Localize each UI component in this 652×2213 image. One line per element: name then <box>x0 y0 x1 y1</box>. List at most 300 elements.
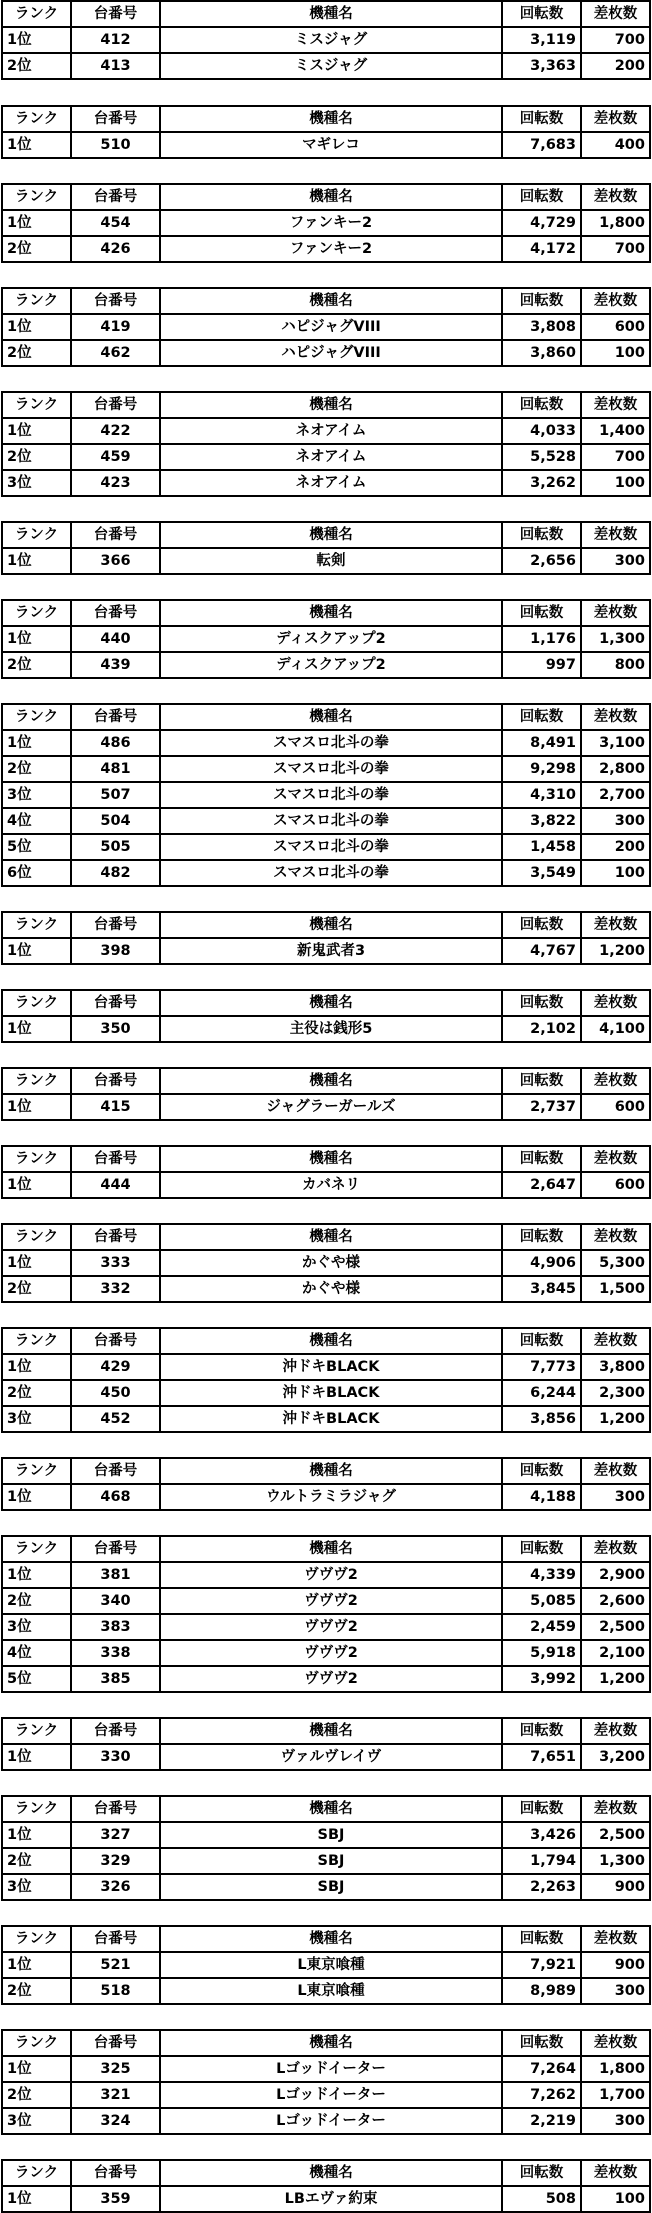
table-row <box>2 418 650 444</box>
spins-cell: 1,458 <box>502 834 581 860</box>
ranking-table <box>1 287 651 367</box>
table-row <box>2 1614 650 1640</box>
header-model: 機種名 <box>160 1536 502 1562</box>
diff-cell: 300 <box>581 1484 650 1510</box>
machine-no-cell: 325 <box>71 2056 160 2082</box>
rank-cell: 1位 <box>2 132 71 158</box>
spins-cell: 3,549 <box>502 860 581 886</box>
diff-cell: 600 <box>581 1094 650 1120</box>
spins-cell: 4,172 <box>502 236 581 262</box>
table-row <box>2 756 650 782</box>
machine-no-cell: 324 <box>71 2108 160 2134</box>
model-cell: ヴヴヴ2 <box>160 1640 502 1666</box>
header-machine-no: 台番号 <box>71 106 160 132</box>
table-row <box>2 860 650 886</box>
model-cell: ヴヴヴ2 <box>160 1666 502 1692</box>
ranking-table <box>1 1925 651 2005</box>
rank-cell: 1位 <box>2 1744 71 1770</box>
header-rank: ランク <box>2 392 71 418</box>
rank-cell: 1位 <box>2 210 71 236</box>
table-row <box>2 1744 650 1770</box>
model-cell: ネオアイム <box>160 418 502 444</box>
header-model: 機種名 <box>160 1718 502 1744</box>
rank-cell: 2位 <box>2 53 71 79</box>
header-model: 機種名 <box>160 1146 502 1172</box>
machine-no-cell: 505 <box>71 834 160 860</box>
header-machine-no: 台番号 <box>71 1 160 27</box>
header-diff: 差枚数 <box>581 522 650 548</box>
table-row <box>2 236 650 262</box>
table-row <box>2 1874 650 1900</box>
diff-cell: 600 <box>581 314 650 340</box>
header-diff: 差枚数 <box>581 1146 650 1172</box>
spins-cell: 2,737 <box>502 1094 581 1120</box>
machine-no-cell: 518 <box>71 1978 160 2004</box>
spins-cell: 3,845 <box>502 1276 581 1302</box>
machine-no-cell: 423 <box>71 470 160 496</box>
rank-cell: 1位 <box>2 1094 71 1120</box>
header-rank: ランク <box>2 1718 71 1744</box>
header-model: 機種名 <box>160 1 502 27</box>
diff-cell: 3,800 <box>581 1354 650 1380</box>
table-row <box>2 548 650 574</box>
model-cell: マギレコ <box>160 132 502 158</box>
machine-no-cell: 338 <box>71 1640 160 1666</box>
header-machine-no: 台番号 <box>71 2030 160 2056</box>
machine-no-cell: 419 <box>71 314 160 340</box>
rank-cell: 2位 <box>2 652 71 678</box>
table-row <box>2 1562 650 1588</box>
header-rank: ランク <box>2 522 71 548</box>
spins-cell: 508 <box>502 2186 581 2212</box>
rank-cell: 3位 <box>2 1406 71 1432</box>
model-cell: スマスロ北斗の拳 <box>160 782 502 808</box>
machine-no-cell: 333 <box>71 1250 160 1276</box>
machine-no-cell: 521 <box>71 1952 160 1978</box>
table-row <box>2 2082 650 2108</box>
table-row <box>2 1640 650 1666</box>
diff-cell: 100 <box>581 470 650 496</box>
rank-cell: 3位 <box>2 1874 71 1900</box>
rank-cell: 5位 <box>2 1666 71 1692</box>
diff-cell: 700 <box>581 236 650 262</box>
spins-cell: 1,794 <box>502 1848 581 1874</box>
spins-cell: 7,921 <box>502 1952 581 1978</box>
header-diff: 差枚数 <box>581 1796 650 1822</box>
table-row <box>2 1666 650 1692</box>
rank-cell: 1位 <box>2 1172 71 1198</box>
diff-cell: 2,700 <box>581 782 650 808</box>
header-diff: 差枚数 <box>581 1224 650 1250</box>
spins-cell: 3,808 <box>502 314 581 340</box>
ranking-table <box>1 1717 651 1771</box>
table-header-row <box>2 1 650 27</box>
machine-no-cell: 444 <box>71 1172 160 1198</box>
machine-no-cell: 422 <box>71 418 160 444</box>
diff-cell: 4,100 <box>581 1016 650 1042</box>
header-spins: 回転数 <box>502 2160 581 2186</box>
rank-cell: 1位 <box>2 1822 71 1848</box>
machine-no-cell: 481 <box>71 756 160 782</box>
rank-cell: 1位 <box>2 1952 71 1978</box>
header-machine-no: 台番号 <box>71 990 160 1016</box>
ranking-table <box>1 183 651 263</box>
model-cell: スマスロ北斗の拳 <box>160 730 502 756</box>
header-spins: 回転数 <box>502 1328 581 1354</box>
model-cell: スマスロ北斗の拳 <box>160 808 502 834</box>
rank-cell: 3位 <box>2 470 71 496</box>
header-model: 機種名 <box>160 1796 502 1822</box>
spins-cell: 4,310 <box>502 782 581 808</box>
table-row <box>2 1094 650 1120</box>
header-machine-no: 台番号 <box>71 1328 160 1354</box>
spins-cell: 2,459 <box>502 1614 581 1640</box>
model-cell: 転剣 <box>160 548 502 574</box>
header-model: 機種名 <box>160 2030 502 2056</box>
ranking-table <box>1 521 651 575</box>
header-model: 機種名 <box>160 990 502 1016</box>
machine-no-cell: 381 <box>71 1562 160 1588</box>
table-header-row <box>2 2160 650 2186</box>
header-diff: 差枚数 <box>581 1536 650 1562</box>
table-row <box>2 1484 650 1510</box>
table-row <box>2 782 650 808</box>
table-row <box>2 626 650 652</box>
table-row <box>2 2186 650 2212</box>
header-rank: ランク <box>2 1328 71 1354</box>
table-header-row <box>2 2030 650 2056</box>
model-cell: ジャグラーガールズ <box>160 1094 502 1120</box>
diff-cell: 800 <box>581 652 650 678</box>
header-spins: 回転数 <box>502 2030 581 2056</box>
spins-cell: 5,085 <box>502 1588 581 1614</box>
header-model: 機種名 <box>160 1328 502 1354</box>
rank-cell: 1位 <box>2 626 71 652</box>
header-spins: 回転数 <box>502 1796 581 1822</box>
spins-cell: 7,651 <box>502 1744 581 1770</box>
header-diff: 差枚数 <box>581 1718 650 1744</box>
machine-no-cell: 486 <box>71 730 160 756</box>
header-spins: 回転数 <box>502 1 581 27</box>
header-model: 機種名 <box>160 392 502 418</box>
table-header-row <box>2 1926 650 1952</box>
model-cell: SBJ <box>160 1848 502 1874</box>
table-header-row <box>2 1146 650 1172</box>
header-spins: 回転数 <box>502 392 581 418</box>
spins-cell: 6,244 <box>502 1380 581 1406</box>
rank-cell: 1位 <box>2 418 71 444</box>
header-model: 機種名 <box>160 1926 502 1952</box>
header-rank: ランク <box>2 184 71 210</box>
rank-cell: 1位 <box>2 2056 71 2082</box>
rank-cell: 2位 <box>2 1588 71 1614</box>
header-machine-no: 台番号 <box>71 704 160 730</box>
diff-cell: 1,800 <box>581 210 650 236</box>
model-cell: 新鬼武者3 <box>160 938 502 964</box>
table-row <box>2 470 650 496</box>
header-machine-no: 台番号 <box>71 600 160 626</box>
machine-no-cell: 330 <box>71 1744 160 1770</box>
header-model: 機種名 <box>160 2160 502 2186</box>
rank-cell: 2位 <box>2 340 71 366</box>
spins-cell: 7,264 <box>502 2056 581 2082</box>
diff-cell: 1,700 <box>581 2082 650 2108</box>
header-spins: 回転数 <box>502 1146 581 1172</box>
machine-no-cell: 507 <box>71 782 160 808</box>
spins-cell: 3,262 <box>502 470 581 496</box>
header-model: 機種名 <box>160 522 502 548</box>
ranking-table <box>1 2159 651 2213</box>
model-cell: ネオアイム <box>160 470 502 496</box>
table-header-row <box>2 106 650 132</box>
table-header-row <box>2 1458 650 1484</box>
diff-cell: 300 <box>581 548 650 574</box>
model-cell: ウルトラミラジャグ <box>160 1484 502 1510</box>
model-cell: Lゴッドイーター <box>160 2056 502 2082</box>
header-rank: ランク <box>2 1224 71 1250</box>
spins-cell: 997 <box>502 652 581 678</box>
header-rank: ランク <box>2 600 71 626</box>
diff-cell: 2,300 <box>581 1380 650 1406</box>
rank-cell: 2位 <box>2 756 71 782</box>
diff-cell: 200 <box>581 53 650 79</box>
model-cell: ミスジャグ <box>160 53 502 79</box>
rank-cell: 4位 <box>2 808 71 834</box>
header-rank: ランク <box>2 912 71 938</box>
header-machine-no: 台番号 <box>71 1458 160 1484</box>
spins-cell: 2,219 <box>502 2108 581 2134</box>
machine-no-cell: 426 <box>71 236 160 262</box>
rank-cell: 1位 <box>2 1484 71 1510</box>
model-cell: LBエヴァ約束 <box>160 2186 502 2212</box>
rank-cell: 3位 <box>2 782 71 808</box>
spins-cell: 4,033 <box>502 418 581 444</box>
header-diff: 差枚数 <box>581 2030 650 2056</box>
header-model: 機種名 <box>160 288 502 314</box>
diff-cell: 1,800 <box>581 2056 650 2082</box>
table-row <box>2 2108 650 2134</box>
table-row <box>2 210 650 236</box>
spins-cell: 3,822 <box>502 808 581 834</box>
rank-cell: 5位 <box>2 834 71 860</box>
header-spins: 回転数 <box>502 1718 581 1744</box>
header-rank: ランク <box>2 1536 71 1562</box>
table-row <box>2 2056 650 2082</box>
header-spins: 回転数 <box>502 704 581 730</box>
header-rank: ランク <box>2 1 71 27</box>
header-spins: 回転数 <box>502 522 581 548</box>
diff-cell: 3,100 <box>581 730 650 756</box>
ranking-table <box>1 105 651 159</box>
ranking-table <box>1 599 651 679</box>
model-cell: ヴァルヴレイヴ <box>160 1744 502 1770</box>
diff-cell: 2,600 <box>581 1588 650 1614</box>
rank-cell: 2位 <box>2 444 71 470</box>
machine-no-cell: 385 <box>71 1666 160 1692</box>
table-row <box>2 314 650 340</box>
diff-cell: 2,800 <box>581 756 650 782</box>
spins-cell: 7,262 <box>502 2082 581 2108</box>
header-machine-no: 台番号 <box>71 184 160 210</box>
header-rank: ランク <box>2 1068 71 1094</box>
model-cell: Lゴッドイーター <box>160 2108 502 2134</box>
ranking-table <box>1 1223 651 1303</box>
ranking-table <box>1 1145 651 1199</box>
model-cell: SBJ <box>160 1874 502 1900</box>
table-row <box>2 444 650 470</box>
header-machine-no: 台番号 <box>71 912 160 938</box>
diff-cell: 1,200 <box>581 1406 650 1432</box>
table-row <box>2 808 650 834</box>
header-diff: 差枚数 <box>581 288 650 314</box>
spins-cell: 3,363 <box>502 53 581 79</box>
header-diff: 差枚数 <box>581 912 650 938</box>
machine-no-cell: 332 <box>71 1276 160 1302</box>
model-cell: ファンキー2 <box>160 236 502 262</box>
table-header-row <box>2 392 650 418</box>
spins-cell: 3,860 <box>502 340 581 366</box>
machine-no-cell: 452 <box>71 1406 160 1432</box>
header-rank: ランク <box>2 288 71 314</box>
spins-cell: 4,906 <box>502 1250 581 1276</box>
header-diff: 差枚数 <box>581 1926 650 1952</box>
rank-cell: 1位 <box>2 2186 71 2212</box>
header-machine-no: 台番号 <box>71 2160 160 2186</box>
table-header-row <box>2 1796 650 1822</box>
model-cell: かぐや様 <box>160 1250 502 1276</box>
header-spins: 回転数 <box>502 106 581 132</box>
rank-cell: 1位 <box>2 1250 71 1276</box>
machine-no-cell: 415 <box>71 1094 160 1120</box>
machine-no-cell: 412 <box>71 27 160 53</box>
header-diff: 差枚数 <box>581 1458 650 1484</box>
header-machine-no: 台番号 <box>71 1536 160 1562</box>
spins-cell: 2,656 <box>502 548 581 574</box>
table-row <box>2 1952 650 1978</box>
spins-cell: 1,176 <box>502 626 581 652</box>
header-machine-no: 台番号 <box>71 1796 160 1822</box>
machine-no-cell: 482 <box>71 860 160 886</box>
spins-cell: 5,918 <box>502 1640 581 1666</box>
header-diff: 差枚数 <box>581 184 650 210</box>
table-row <box>2 132 650 158</box>
model-cell: かぐや様 <box>160 1276 502 1302</box>
rank-cell: 3位 <box>2 2108 71 2134</box>
table-header-row <box>2 912 650 938</box>
machine-no-cell: 429 <box>71 1354 160 1380</box>
header-rank: ランク <box>2 1926 71 1952</box>
model-cell: Lゴッドイーター <box>160 2082 502 2108</box>
model-cell: 沖ドキBLACK <box>160 1354 502 1380</box>
rank-cell: 1位 <box>2 27 71 53</box>
spins-cell: 3,119 <box>502 27 581 53</box>
table-row <box>2 1354 650 1380</box>
header-rank: ランク <box>2 2160 71 2186</box>
header-rank: ランク <box>2 1146 71 1172</box>
spins-cell: 4,767 <box>502 938 581 964</box>
diff-cell: 1,300 <box>581 1848 650 1874</box>
rank-cell: 2位 <box>2 1380 71 1406</box>
spins-cell: 2,102 <box>502 1016 581 1042</box>
header-model: 機種名 <box>160 184 502 210</box>
machine-no-cell: 327 <box>71 1822 160 1848</box>
table-row <box>2 1588 650 1614</box>
diff-cell: 900 <box>581 1874 650 1900</box>
ranking-table <box>1 1067 651 1121</box>
spins-cell: 4,188 <box>502 1484 581 1510</box>
model-cell: ヴヴヴ2 <box>160 1614 502 1640</box>
header-spins: 回転数 <box>502 288 581 314</box>
header-spins: 回転数 <box>502 1536 581 1562</box>
table-row <box>2 53 650 79</box>
machine-no-cell: 504 <box>71 808 160 834</box>
spins-cell: 7,683 <box>502 132 581 158</box>
machine-no-cell: 366 <box>71 548 160 574</box>
model-cell: ファンキー2 <box>160 210 502 236</box>
model-cell: ネオアイム <box>160 444 502 470</box>
header-rank: ランク <box>2 106 71 132</box>
spins-cell: 8,989 <box>502 1978 581 2004</box>
table-row <box>2 938 650 964</box>
header-diff: 差枚数 <box>581 1328 650 1354</box>
rank-cell: 6位 <box>2 860 71 886</box>
rank-cell: 4位 <box>2 1640 71 1666</box>
machine-no-cell: 329 <box>71 1848 160 1874</box>
model-cell: L東京喰種 <box>160 1978 502 2004</box>
header-machine-no: 台番号 <box>71 1068 160 1094</box>
spins-cell: 5,528 <box>502 444 581 470</box>
header-diff: 差枚数 <box>581 1068 650 1094</box>
rank-cell: 1位 <box>2 1354 71 1380</box>
machine-no-cell: 413 <box>71 53 160 79</box>
rank-cell: 2位 <box>2 236 71 262</box>
table-row <box>2 1822 650 1848</box>
diff-cell: 5,300 <box>581 1250 650 1276</box>
rank-cell: 1位 <box>2 730 71 756</box>
model-cell: 主役は銭形5 <box>160 1016 502 1042</box>
spins-cell: 3,856 <box>502 1406 581 1432</box>
machine-no-cell: 454 <box>71 210 160 236</box>
diff-cell: 900 <box>581 1952 650 1978</box>
table-header-row <box>2 288 650 314</box>
header-spins: 回転数 <box>502 1458 581 1484</box>
table-header-row <box>2 184 650 210</box>
table-header-row <box>2 1718 650 1744</box>
header-machine-no: 台番号 <box>71 1926 160 1952</box>
header-rank: ランク <box>2 2030 71 2056</box>
ranking-table <box>1 2029 651 2135</box>
rank-cell: 3位 <box>2 1614 71 1640</box>
table-row <box>2 1978 650 2004</box>
machine-no-cell: 510 <box>71 132 160 158</box>
rank-cell: 2位 <box>2 2082 71 2108</box>
diff-cell: 600 <box>581 1172 650 1198</box>
header-spins: 回転数 <box>502 184 581 210</box>
table-header-row <box>2 704 650 730</box>
header-spins: 回転数 <box>502 600 581 626</box>
machine-no-cell: 321 <box>71 2082 160 2108</box>
machine-no-cell: 468 <box>71 1484 160 1510</box>
table-row <box>2 1172 650 1198</box>
machine-no-cell: 359 <box>71 2186 160 2212</box>
table-row <box>2 652 650 678</box>
machine-no-cell: 398 <box>71 938 160 964</box>
table-row <box>2 1406 650 1432</box>
model-cell: スマスロ北斗の拳 <box>160 756 502 782</box>
model-cell: ヴヴヴ2 <box>160 1562 502 1588</box>
ranking-table <box>1 989 651 1043</box>
ranking-table <box>1 0 651 80</box>
